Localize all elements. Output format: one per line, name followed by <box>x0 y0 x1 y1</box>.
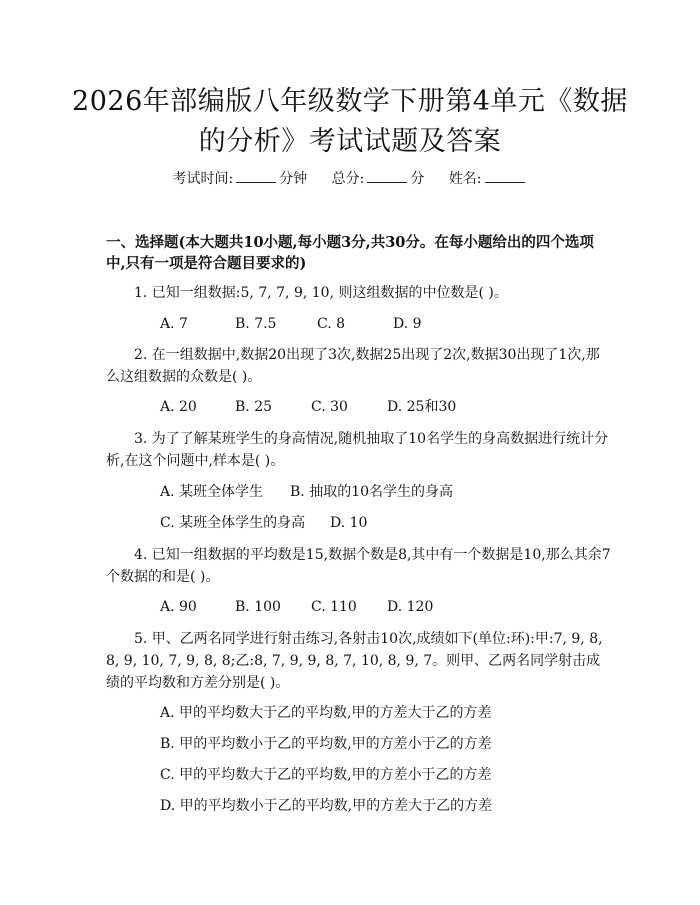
option-c: C. 甲的平均数大于乙的平均数,甲的方差小于乙的方差 <box>160 767 492 783</box>
student-name-label: 姓名: <box>448 171 482 187</box>
exam-time-blank <box>236 170 276 183</box>
question-2-options <box>160 398 456 416</box>
option-a: A. 甲的平均数大于乙的平均数,甲的方差大于乙的方差 <box>160 705 492 721</box>
total-score-field <box>332 170 425 188</box>
option-d: D. 25和30 <box>387 399 457 415</box>
option-b: B. 100 <box>235 599 281 615</box>
option-d: D. 9 <box>393 316 422 332</box>
student-name-blank <box>485 170 525 183</box>
total-score-unit: 分 <box>410 171 425 187</box>
option-b: B. 甲的平均数小于乙的平均数,甲的方差小于乙的方差 <box>160 736 492 752</box>
option-b: B. 25 <box>235 399 273 415</box>
option-b: B. 抽取的10名学生的身高 <box>290 484 454 500</box>
total-score-label: 总分: <box>331 171 365 187</box>
option-c: C. 某班全体学生的身高 <box>160 515 306 531</box>
exam-meta-line <box>0 170 700 188</box>
question-4-options <box>160 598 433 616</box>
question-1: 1. 已知一组数据:5, 7, 7, 9, 10, 则这组数据的中位数是( )。 <box>134 285 508 301</box>
exam-time-unit: 分钟 <box>279 171 308 187</box>
option-d: D. 甲的平均数小于乙的平均数,甲的方差大于乙的方差 <box>160 798 493 814</box>
question-4: 4. 已知一组数据的平均数是15,数据个数是8,其中有一个数据是10,那么其余7个数据的和是( )。 <box>106 547 611 585</box>
question-1-options <box>160 315 422 333</box>
option-d: D. 10 <box>330 515 368 531</box>
question-3-options-row-2 <box>160 514 367 532</box>
question-3-options-row-1 <box>160 483 453 501</box>
option-c: C. 8 <box>317 316 346 332</box>
section-heading: 一、选择题(本大题共10小题,每小题3分,共30分。在每小题给出的四个选项中,只有一项是符合题目要求的) <box>106 234 594 272</box>
question-2: 2. 在一组数据中,数据20出现了3次,数据25出现了2次,数据30出现了1次,那么这组数据的众数是( )。 <box>106 347 600 385</box>
option-a: A. 90 <box>160 599 197 615</box>
option-a: A. 某班全体学生 <box>160 484 264 500</box>
option-a: A. 20 <box>160 399 197 415</box>
option-d: D. 120 <box>387 599 434 615</box>
exam-time-field <box>172 170 307 188</box>
exam-time-label: 考试时间: <box>172 171 234 187</box>
exam-title: 2026年部编版八年级数学下册第4单元《数据的分析》考试试题及答案 <box>72 86 628 157</box>
question-3: 3. 为了了解某班学生的身高情况,随机抽取了10名学生的身高数据进行统计分析,在这个问题中,样本是( )。 <box>106 431 609 469</box>
option-c: C. 30 <box>311 399 348 415</box>
option-b: B. 7.5 <box>235 316 277 332</box>
question-5: 5. 甲、乙两名同学进行射击练习,各射击10次,成绩如下(单位:环):甲:7, 9, 8, 8, 9, 10, 7, 9, 8, 8;乙:8, 7, 9, 9, 8, 7, 10, 8, 9, 7。则甲、乙两名同学射击成绩的平均数和方差分别是( )。 <box>106 631 603 691</box>
option-c: C. 110 <box>311 599 357 615</box>
option-a: A. 7 <box>160 316 188 332</box>
total-score-blank <box>367 170 407 183</box>
student-name-field <box>449 170 528 188</box>
